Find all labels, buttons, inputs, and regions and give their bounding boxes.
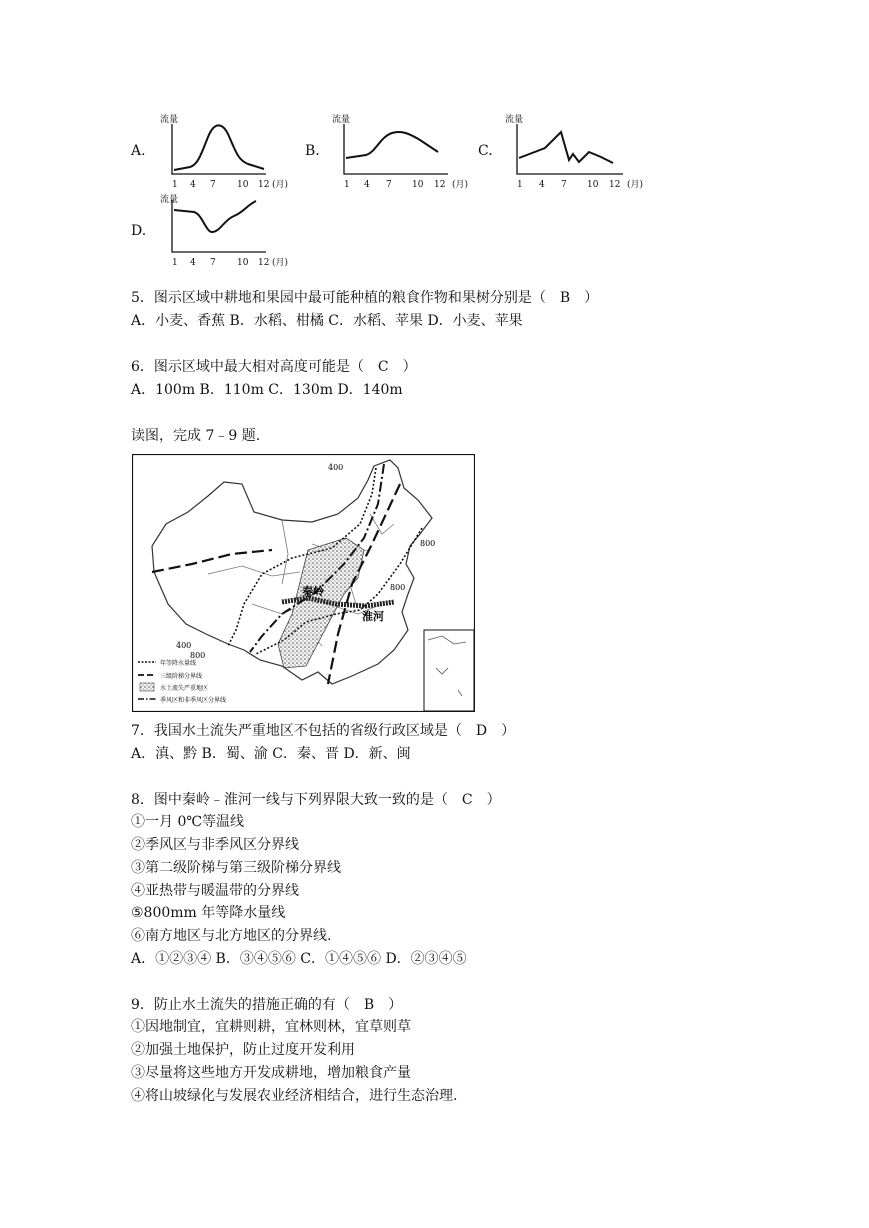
svg-text:1: 1 <box>344 180 350 190</box>
svg-text:7: 7 <box>210 258 216 268</box>
svg-text:1: 1 <box>517 180 523 190</box>
q8-stem: 8．图中秦岭﹣淮河一线与下列界限大致一致的是（ C ） <box>131 792 501 808</box>
svg-text:4: 4 <box>539 180 545 190</box>
q9-item-1: ①因地制宜，宜耕则耕，宜林则林，宜草则草 <box>131 1019 411 1035</box>
flow-curve <box>174 125 264 170</box>
svg-text:流量: 流量 <box>505 115 524 125</box>
svg-text:800: 800 <box>420 539 436 548</box>
q8-item-1: ①一月 0℃等温线 <box>131 814 245 830</box>
q8-item-4: ④亚热带与暖温带的分界线 <box>131 883 299 899</box>
q6-options: A．100m B．110m C．130m D．140m <box>131 382 403 398</box>
huaihe-label: 淮河 <box>362 610 384 623</box>
svg-text:10: 10 <box>587 180 599 190</box>
svg-text:季风区和非季风区分界线: 季风区和非季风区分界线 <box>160 697 227 704</box>
q5-options: A．小麦、香蕉 B．水稻、柑橘 C．水稻、苹果 D．小麦、苹果 <box>131 313 523 329</box>
q9-item-4: ④将山坡绿化与发展农业经济相结合，进行生态治理. <box>131 1088 458 1104</box>
q8-item-2: ②季风区与非季风区分界线 <box>131 837 299 853</box>
svg-text:4: 4 <box>364 180 370 190</box>
svg-text:800: 800 <box>390 583 406 592</box>
svg-text:4: 4 <box>190 180 196 190</box>
svg-text:400: 400 <box>328 463 344 472</box>
q6-stem: 6．图示区域中最大相对高度可能是（ C ） <box>131 359 417 375</box>
q8-options: A．①②③④ B．③④⑤⑥ C．①④⑤⑥ D．②③④⑤ <box>131 951 467 967</box>
svg-text:12: 12 <box>609 180 621 190</box>
option-b-label: B. <box>305 143 320 159</box>
svg-text:10: 10 <box>237 180 249 190</box>
q8-item-6: ⑥南方地区与北方地区的分界线. <box>131 928 332 944</box>
svg-text:7: 7 <box>561 180 567 190</box>
svg-text:7: 7 <box>386 180 392 190</box>
q9-item-2: ②加强土地保护，防止过度开发利用 <box>131 1042 355 1058</box>
svg-text:(月): (月) <box>272 180 289 190</box>
svg-text:流量: 流量 <box>160 195 179 205</box>
q7-options: A．滇、黔 B．蜀、渝 C．秦、晋 D．新、闽 <box>131 746 411 762</box>
svg-text:12: 12 <box>258 258 270 268</box>
q8-item-5: ⑤800mm 年等降水量线 <box>131 905 286 921</box>
hydrograph-b <box>330 112 480 192</box>
hydrograph-c <box>503 112 653 192</box>
svg-text:1: 1 <box>172 180 178 190</box>
hydrograph-a <box>158 112 303 192</box>
svg-text:12: 12 <box>258 180 270 190</box>
q5-stem: 5．图示区域中耕地和果园中最可能种植的粮食作物和果树分别是（ B ） <box>131 290 599 306</box>
svg-text:4: 4 <box>190 258 196 268</box>
svg-text:400: 400 <box>176 641 192 650</box>
svg-text:(月): (月) <box>452 180 469 190</box>
option-a-label: A. <box>131 143 146 159</box>
option-d-label: D. <box>131 223 147 239</box>
svg-text:800: 800 <box>190 651 206 660</box>
svg-text:7: 7 <box>210 180 216 190</box>
china-map <box>132 454 475 712</box>
q7-stem: 7．我国水土流失严重地区不包括的省级行政区域是（ D ） <box>131 723 516 739</box>
hydrograph-d <box>158 192 303 272</box>
svg-text:1: 1 <box>172 258 178 268</box>
svg-text:流量: 流量 <box>332 115 351 125</box>
ylabel: 流量 <box>160 115 179 125</box>
svg-text:年等降水量线: 年等降水量线 <box>160 660 197 667</box>
svg-text:(月): (月) <box>627 180 644 190</box>
svg-text:10: 10 <box>237 258 249 268</box>
q8-item-3: ③第二级阶梯与第三级阶梯分界线 <box>131 860 341 876</box>
svg-text:12: 12 <box>434 180 446 190</box>
svg-text:水土流失严重地区: 水土流失严重地区 <box>160 685 209 692</box>
svg-text:10: 10 <box>412 180 424 190</box>
option-c-label: C. <box>478 143 493 159</box>
q9-item-3: ③尽量将这些地方开发成耕地，增加粮食产量 <box>131 1065 411 1081</box>
q9-stem: 9．防止水土流失的措施正确的有（ B ） <box>131 997 403 1013</box>
svg-text:(月): (月) <box>272 258 289 268</box>
section-intro: 读图，完成 7﹣9 题. <box>131 428 261 444</box>
qinling-label: 秦岭 <box>302 585 324 598</box>
svg-text:三级阶梯分界线: 三级阶梯分界线 <box>160 673 203 680</box>
